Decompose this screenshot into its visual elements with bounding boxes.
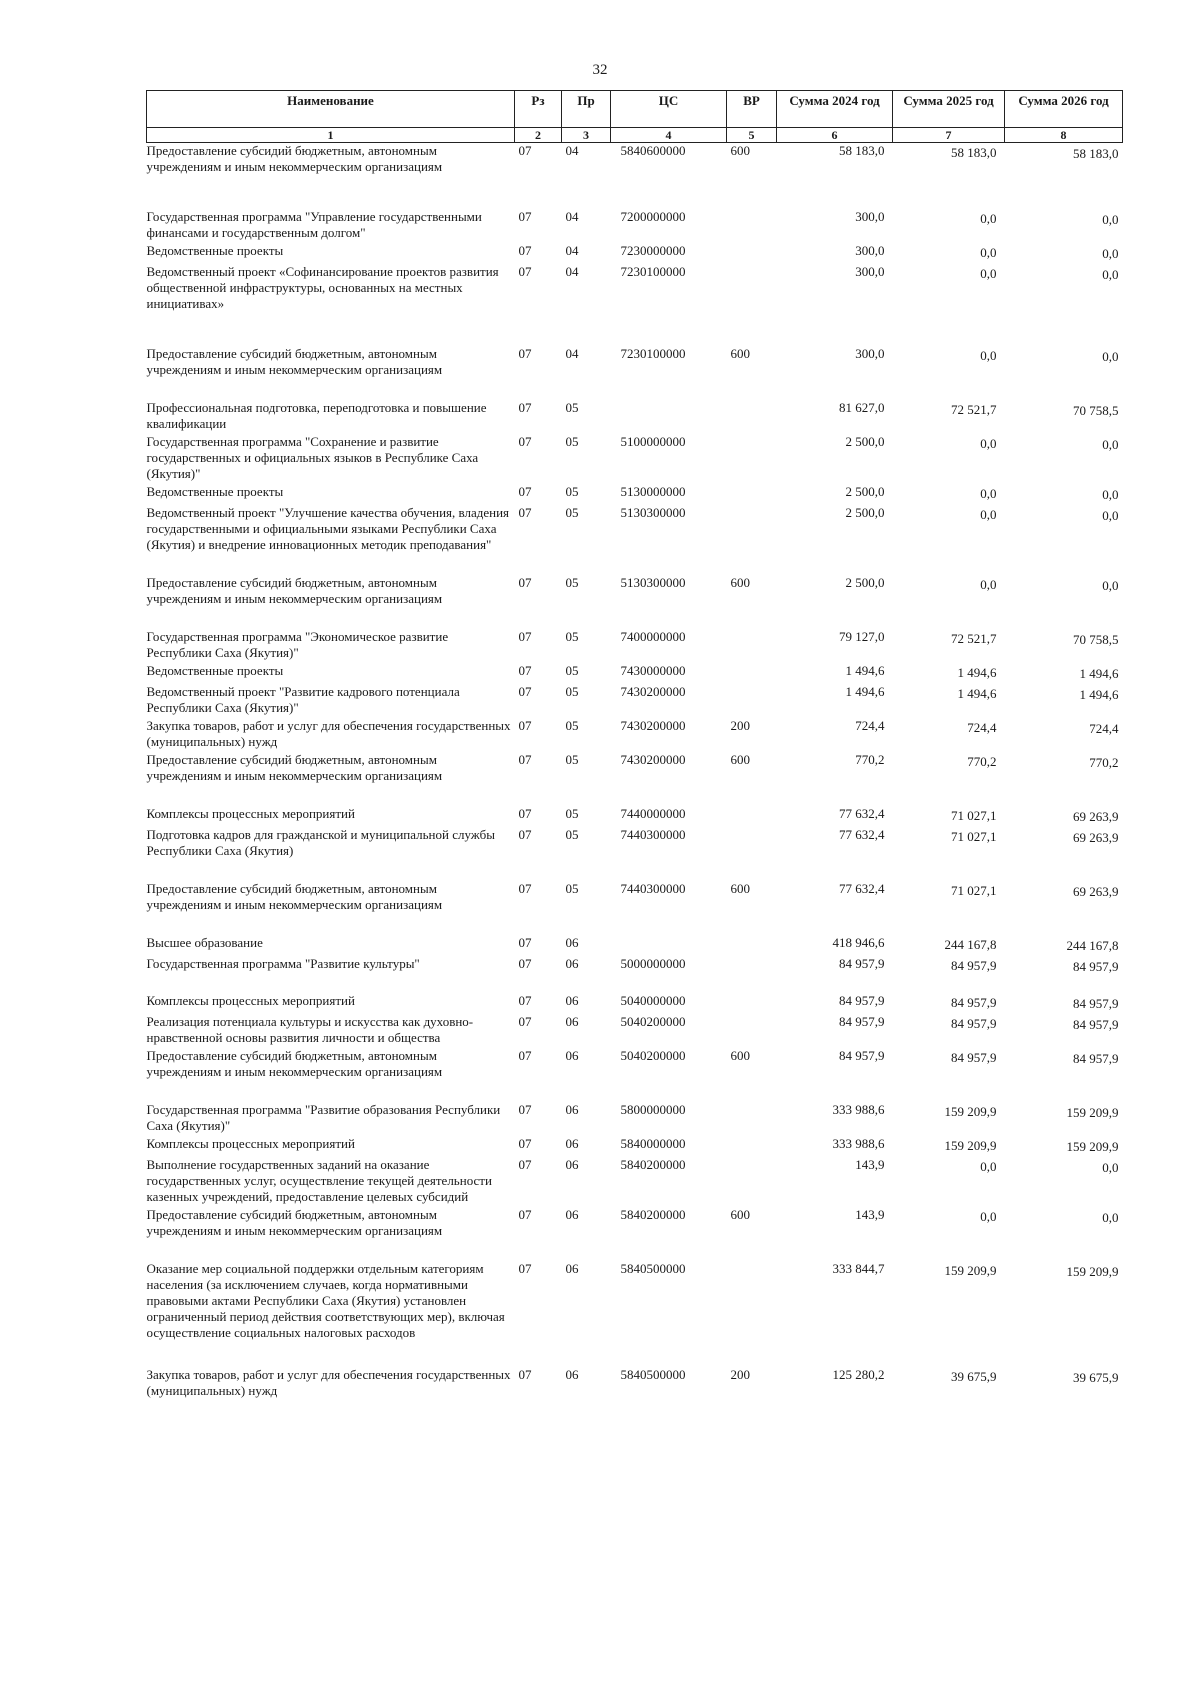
row-vr <box>727 484 777 505</box>
table-row <box>147 718 1123 752</box>
row-rz: 07 <box>518 1207 532 1222</box>
row-sum-2024: 143,9 <box>855 1157 885 1172</box>
table-row <box>147 434 1123 484</box>
row-sum-2026: 159 209,9 <box>1066 1139 1119 1154</box>
table-row <box>147 1367 1123 1399</box>
row-cs: 7230000000 <box>620 243 686 258</box>
row-vr <box>727 1261 777 1367</box>
row-name: Комплексы процессных мероприятий <box>146 993 355 1008</box>
table-row <box>147 264 1123 346</box>
row-sum-2024: 77 632,4 <box>839 881 885 896</box>
row-cs <box>611 400 727 434</box>
row-name: Предоставление субсидий бюджетным, автономным учреждениям и иным некоммерческим организациям <box>146 1207 443 1238</box>
row-sum-2025: 0,0 <box>980 348 997 363</box>
row-sum-2026: 0,0 <box>1102 246 1119 261</box>
table-row <box>147 1102 1123 1136</box>
table-row <box>147 1157 1123 1207</box>
row-sum-2025: 0,0 <box>980 486 997 501</box>
column-number: 1 <box>147 128 515 143</box>
row-sum-2025: 71 027,1 <box>951 808 997 823</box>
row-sum-2024: 84 957,9 <box>839 1048 885 1063</box>
row-pr: 06 <box>565 1102 579 1117</box>
row-sum-2025: 1 494,6 <box>957 665 997 680</box>
row-cs: 7430200000 <box>620 718 686 733</box>
row-sum-2024: 77 632,4 <box>839 806 885 821</box>
row-vr: 600 <box>730 881 750 896</box>
row-pr: 06 <box>565 956 579 971</box>
row-cs: 7440000000 <box>620 806 686 821</box>
table-row <box>147 1261 1123 1367</box>
row-pr: 06 <box>565 1157 579 1172</box>
row-sum-2025: 71 027,1 <box>951 883 997 898</box>
row-sum-2025: 159 209,9 <box>944 1138 997 1153</box>
row-sum-2024: 1 494,6 <box>845 684 885 699</box>
row-vr <box>727 663 777 684</box>
row-sum-2026: 0,0 <box>1102 508 1119 523</box>
row-vr <box>727 264 777 346</box>
table-row <box>147 346 1123 400</box>
row-cs: 5100000000 <box>620 434 686 449</box>
row-sum-2024: 300,0 <box>855 209 885 224</box>
row-sum-2026: 0,0 <box>1102 578 1119 593</box>
row-sum-2025: 0,0 <box>980 577 997 592</box>
row-rz: 07 <box>518 881 532 896</box>
row-sum-2025: 0,0 <box>980 1159 997 1174</box>
row-vr: 200 <box>730 718 750 733</box>
table-row <box>147 1014 1123 1048</box>
row-sum-2025: 71 027,1 <box>951 829 997 844</box>
table-row <box>147 400 1123 434</box>
header-sum-2026: Сумма 2026 год <box>1005 91 1123 128</box>
row-vr <box>727 956 777 993</box>
row-name: Комплексы процессных мероприятий <box>146 806 355 821</box>
row-sum-2024: 2 500,0 <box>845 505 885 520</box>
row-pr: 05 <box>565 806 579 821</box>
table-row <box>147 143 1123 210</box>
table-header-row <box>147 91 1123 128</box>
header-vr: ВР <box>727 91 777 128</box>
row-sum-2024: 84 957,9 <box>839 1014 885 1029</box>
budget-table-sheet <box>146 90 1122 1399</box>
row-rz: 07 <box>518 1136 532 1151</box>
row-name: Ведомственный проект "Развитие кадрового потенциала Республики Саха (Якутия)" <box>146 684 460 715</box>
row-sum-2024: 724,4 <box>855 718 885 733</box>
table-row <box>147 484 1123 505</box>
row-vr <box>727 1136 777 1157</box>
row-pr: 05 <box>565 505 579 520</box>
row-sum-2024: 2 500,0 <box>845 434 885 449</box>
row-sum-2024: 84 957,9 <box>839 956 885 971</box>
row-pr: 06 <box>565 993 579 1008</box>
row-cs: 7200000000 <box>620 209 686 224</box>
row-vr <box>727 1102 777 1136</box>
row-name: Ведомственные проекты <box>146 243 284 258</box>
row-pr: 06 <box>565 1261 579 1276</box>
row-name: Ведомственные проекты <box>146 663 284 678</box>
row-sum-2024: 333 988,6 <box>832 1136 885 1151</box>
row-rz: 07 <box>518 264 532 279</box>
row-name: Ведомственный проект "Улучшение качества обучения, владения государственными и официальными языками Республики Саха (Якутия) и внедрение инновационных методик преподавания" <box>146 505 510 552</box>
row-pr: 05 <box>565 629 579 644</box>
row-cs: 7400000000 <box>620 629 686 644</box>
row-sum-2026: 70 758,5 <box>1073 403 1119 418</box>
row-name: Государственная программа "Экономическое развитие Республики Саха (Якутия)" <box>146 629 449 660</box>
row-name: Оказание мер социальной поддержки отдельным категориям населения (за исключением случаев, когда нормативными правовыми актами Республики Саха (Якутия) установлен ограниченный период действия соответствующих мер), включая осуществление социальных налоговых расходов <box>146 1261 505 1340</box>
row-sum-2024: 418 946,6 <box>832 935 885 950</box>
row-vr <box>727 505 777 575</box>
table-row <box>147 575 1123 629</box>
row-sum-2026: 39 675,9 <box>1073 1370 1119 1385</box>
row-vr: 600 <box>730 575 750 590</box>
row-sum-2026: 244 167,8 <box>1066 938 1119 953</box>
row-rz: 07 <box>518 827 532 842</box>
row-rz: 07 <box>518 1157 532 1172</box>
row-cs: 5840500000 <box>620 1261 686 1276</box>
row-name: Государственная программа "Управление государственными финансами и государственным долгом" <box>146 209 482 240</box>
row-sum-2025: 0,0 <box>980 266 997 281</box>
row-cs: 7230100000 <box>620 264 686 279</box>
row-sum-2025: 84 957,9 <box>951 1016 997 1031</box>
column-number: 4 <box>611 128 727 143</box>
row-vr <box>727 684 777 718</box>
table-body <box>147 143 1123 1400</box>
table-row <box>147 1048 1123 1102</box>
table-row <box>147 956 1123 993</box>
row-sum-2025: 1 494,6 <box>957 686 997 701</box>
header-sum-2025: Сумма 2025 год <box>893 91 1005 128</box>
row-cs: 7440300000 <box>620 827 686 842</box>
row-rz: 07 <box>518 629 532 644</box>
row-vr <box>727 209 777 243</box>
row-sum-2025: 0,0 <box>980 436 997 451</box>
row-cs: 5040200000 <box>620 1014 686 1029</box>
row-rz: 07 <box>518 346 532 361</box>
row-sum-2025: 0,0 <box>980 211 997 226</box>
table-row <box>147 684 1123 718</box>
header-pr: Пр <box>562 91 611 128</box>
row-sum-2026: 69 263,9 <box>1073 830 1119 845</box>
row-name: Высшее образование <box>146 935 263 950</box>
row-pr: 05 <box>565 434 579 449</box>
row-sum-2026: 0,0 <box>1102 487 1119 502</box>
row-rz: 07 <box>518 505 532 520</box>
row-sum-2026: 58 183,0 <box>1073 146 1119 161</box>
row-sum-2025: 84 957,9 <box>951 995 997 1010</box>
row-cs: 5130000000 <box>620 484 686 499</box>
row-sum-2024: 300,0 <box>855 243 885 258</box>
row-cs <box>611 935 727 956</box>
row-rz: 07 <box>518 484 532 499</box>
row-vr: 600 <box>730 1207 750 1222</box>
row-sum-2026: 724,4 <box>1089 721 1119 736</box>
row-cs: 5840200000 <box>620 1157 686 1172</box>
row-pr: 05 <box>565 575 579 590</box>
row-cs: 7430000000 <box>620 663 686 678</box>
row-pr: 05 <box>565 827 579 842</box>
table-row <box>147 752 1123 806</box>
column-number-row <box>147 128 1123 143</box>
row-cs: 5840600000 <box>620 143 686 158</box>
row-sum-2026: 84 957,9 <box>1073 996 1119 1011</box>
row-sum-2025: 39 675,9 <box>951 1369 997 1384</box>
row-sum-2024: 300,0 <box>855 264 885 279</box>
row-sum-2024: 79 127,0 <box>839 629 885 644</box>
row-name: Реализация потенциала культуры и искусства как духовно-нравственной основы развития личности и общества <box>146 1014 474 1045</box>
row-rz: 07 <box>518 956 532 971</box>
row-pr: 04 <box>565 264 579 279</box>
row-cs: 5840200000 <box>620 1207 686 1222</box>
row-cs: 5840500000 <box>620 1367 686 1382</box>
row-cs: 5800000000 <box>620 1102 686 1117</box>
row-sum-2025: 58 183,0 <box>951 145 997 160</box>
row-rz: 07 <box>518 718 532 733</box>
row-rz: 07 <box>518 1261 532 1276</box>
row-sum-2025: 0,0 <box>980 1209 997 1224</box>
row-sum-2026: 0,0 <box>1102 1160 1119 1175</box>
row-rz: 07 <box>518 143 532 158</box>
table-row <box>147 806 1123 827</box>
table-row <box>147 881 1123 935</box>
row-sum-2025: 84 957,9 <box>951 958 997 973</box>
row-sum-2024: 81 627,0 <box>839 400 885 415</box>
row-name: Предоставление субсидий бюджетным, автономным учреждениям и иным некоммерческим организациям <box>146 881 443 912</box>
row-pr: 06 <box>565 1014 579 1029</box>
row-name: Предоставление субсидий бюджетным, автономным учреждениям и иным некоммерческим организациям <box>146 1048 443 1079</box>
row-sum-2024: 2 500,0 <box>845 575 885 590</box>
row-rz: 07 <box>518 1102 532 1117</box>
row-name: Закупка товаров, работ и услуг для обеспечения государственных (муниципальных) нужд <box>146 718 511 749</box>
row-pr: 05 <box>565 663 579 678</box>
row-sum-2024: 58 183,0 <box>839 143 885 158</box>
row-sum-2025: 724,4 <box>967 720 997 735</box>
table-row <box>147 629 1123 663</box>
row-pr: 05 <box>565 718 579 733</box>
row-pr: 06 <box>565 1136 579 1151</box>
row-cs: 5040200000 <box>620 1048 686 1063</box>
column-number: 6 <box>777 128 893 143</box>
row-sum-2026: 0,0 <box>1102 1210 1119 1225</box>
row-sum-2026: 1 494,6 <box>1079 687 1119 702</box>
row-sum-2026: 84 957,9 <box>1073 1017 1119 1032</box>
row-name: Ведомственный проект «Софинансирование проектов развития общественной инфраструктуры, основанных на местных инициативах» <box>146 264 499 311</box>
row-sum-2024: 2 500,0 <box>845 484 885 499</box>
column-number: 5 <box>727 128 777 143</box>
row-rz: 07 <box>518 400 532 415</box>
row-rz: 07 <box>518 663 532 678</box>
row-vr: 600 <box>730 1048 750 1063</box>
row-sum-2024: 1 494,6 <box>845 663 885 678</box>
row-cs: 7440300000 <box>620 881 686 896</box>
column-number: 8 <box>1005 128 1123 143</box>
row-sum-2026: 0,0 <box>1102 349 1119 364</box>
row-vr <box>727 1157 777 1207</box>
row-sum-2025: 0,0 <box>980 507 997 522</box>
row-rz: 07 <box>518 684 532 699</box>
row-pr: 04 <box>565 143 579 158</box>
row-cs: 5840000000 <box>620 1136 686 1151</box>
row-sum-2026: 84 957,9 <box>1073 959 1119 974</box>
row-vr: 600 <box>730 346 750 361</box>
table-row <box>147 1207 1123 1261</box>
row-rz: 07 <box>518 1048 532 1063</box>
row-name: Предоставление субсидий бюджетным, автономным учреждениям и иным некоммерческим организациям <box>146 575 443 606</box>
table-row <box>147 209 1123 243</box>
row-sum-2024: 84 957,9 <box>839 993 885 1008</box>
table-row <box>147 993 1123 1014</box>
row-name: Государственная программа "Развитие образования Республики Саха (Якутия)" <box>146 1102 501 1133</box>
row-name: Предоставление субсидий бюджетным, автономным учреждениям и иным некоммерческим организациям <box>146 346 443 377</box>
header-sum-2024: Сумма 2024 год <box>777 91 893 128</box>
row-pr: 06 <box>565 1207 579 1222</box>
row-sum-2026: 770,2 <box>1089 755 1119 770</box>
row-vr: 200 <box>730 1367 750 1382</box>
row-cs: 7430200000 <box>620 684 686 699</box>
row-rz: 07 <box>518 434 532 449</box>
row-name: Закупка товаров, работ и услуг для обеспечения государственных (муниципальных) нужд <box>146 1367 511 1398</box>
row-rz: 07 <box>518 993 532 1008</box>
row-name: Выполнение государственных заданий на оказание государственных услуг, осуществление текущей деятельности казенных учреждений, предоставление целевых субсидий <box>146 1157 492 1204</box>
row-rz: 07 <box>518 243 532 258</box>
page-number: 32 <box>592 62 608 78</box>
table-row <box>147 505 1123 575</box>
row-vr <box>727 629 777 663</box>
row-sum-2025: 159 209,9 <box>944 1263 997 1278</box>
row-sum-2024: 770,2 <box>855 752 885 767</box>
row-sum-2026: 84 957,9 <box>1073 1051 1119 1066</box>
row-name: Подготовка кадров для гражданской и муниципальной службы Республики Саха (Якутия) <box>146 827 495 858</box>
row-rz: 07 <box>518 209 532 224</box>
row-name: Предоставление субсидий бюджетным, автономным учреждениям и иным некоммерческим организациям <box>146 143 443 174</box>
row-sum-2026: 0,0 <box>1102 267 1119 282</box>
row-sum-2024: 143,9 <box>855 1207 885 1222</box>
row-rz: 07 <box>518 575 532 590</box>
row-rz: 07 <box>518 1367 532 1382</box>
row-cs: 7430200000 <box>620 752 686 767</box>
row-vr <box>727 243 777 264</box>
row-pr: 04 <box>565 346 579 361</box>
column-number: 2 <box>515 128 562 143</box>
row-rz: 07 <box>518 935 532 950</box>
row-cs: 5130300000 <box>620 575 686 590</box>
row-cs: 5000000000 <box>620 956 686 971</box>
row-pr: 04 <box>565 209 579 224</box>
row-sum-2024: 333 988,6 <box>832 1102 885 1117</box>
row-vr <box>727 935 777 956</box>
row-pr: 05 <box>565 881 579 896</box>
row-vr <box>727 434 777 484</box>
row-rz: 07 <box>518 806 532 821</box>
header-name: Наименование <box>147 91 515 128</box>
row-vr: 600 <box>730 752 750 767</box>
row-vr: 600 <box>730 143 750 158</box>
row-pr: 05 <box>565 684 579 699</box>
row-cs: 7230100000 <box>620 346 686 361</box>
row-name: Профессиональная подготовка, переподготовка и повышение квалификации <box>146 400 487 431</box>
row-name: Комплексы процессных мероприятий <box>146 1136 355 1151</box>
table-row <box>147 827 1123 881</box>
row-vr <box>727 806 777 827</box>
row-pr: 05 <box>565 400 579 415</box>
row-sum-2025: 84 957,9 <box>951 1050 997 1065</box>
table-row <box>147 663 1123 684</box>
row-cs: 5040000000 <box>620 993 686 1008</box>
column-number: 7 <box>893 128 1005 143</box>
row-pr: 06 <box>565 935 579 950</box>
row-sum-2026: 0,0 <box>1102 212 1119 227</box>
row-vr <box>727 400 777 434</box>
row-sum-2026: 70 758,5 <box>1073 632 1119 647</box>
row-cs: 5130300000 <box>620 505 686 520</box>
header-cs: ЦС <box>611 91 727 128</box>
row-sum-2025: 770,2 <box>967 754 997 769</box>
row-vr <box>727 1014 777 1048</box>
row-sum-2025: 244 167,8 <box>944 937 997 952</box>
row-sum-2025: 159 209,9 <box>944 1104 997 1119</box>
row-sum-2026: 1 494,6 <box>1079 666 1119 681</box>
row-sum-2024: 125 280,2 <box>832 1367 885 1382</box>
budget-table <box>146 90 1123 1399</box>
row-sum-2025: 72 521,7 <box>951 631 997 646</box>
row-pr: 05 <box>565 752 579 767</box>
table-row <box>147 243 1123 264</box>
row-sum-2026: 159 209,9 <box>1066 1105 1119 1120</box>
column-number: 3 <box>562 128 611 143</box>
row-sum-2026: 69 263,9 <box>1073 884 1119 899</box>
row-pr: 05 <box>565 484 579 499</box>
row-sum-2025: 72 521,7 <box>951 402 997 417</box>
row-name: Предоставление субсидий бюджетным, автономным учреждениям и иным некоммерческим организациям <box>146 752 443 783</box>
header-rz: Рз <box>515 91 562 128</box>
row-vr <box>727 993 777 1014</box>
row-rz: 07 <box>518 752 532 767</box>
row-sum-2026: 0,0 <box>1102 437 1119 452</box>
row-sum-2024: 300,0 <box>855 346 885 361</box>
row-pr: 06 <box>565 1048 579 1063</box>
row-sum-2026: 159 209,9 <box>1066 1264 1119 1279</box>
row-sum-2026: 69 263,9 <box>1073 809 1119 824</box>
row-pr: 06 <box>565 1367 579 1382</box>
row-pr: 04 <box>565 243 579 258</box>
row-name: Государственная программа "Развитие культуры" <box>146 956 420 971</box>
row-name: Ведомственные проекты <box>146 484 284 499</box>
row-sum-2025: 0,0 <box>980 245 997 260</box>
table-row <box>147 1136 1123 1157</box>
row-sum-2024: 77 632,4 <box>839 827 885 842</box>
row-sum-2024: 333 844,7 <box>832 1261 885 1276</box>
row-rz: 07 <box>518 1014 532 1029</box>
table-row <box>147 935 1123 956</box>
row-vr <box>727 827 777 881</box>
row-name: Государственная программа "Сохранение и развитие государственных и официальных языков в Республике Саха (Якутия)" <box>146 434 479 481</box>
